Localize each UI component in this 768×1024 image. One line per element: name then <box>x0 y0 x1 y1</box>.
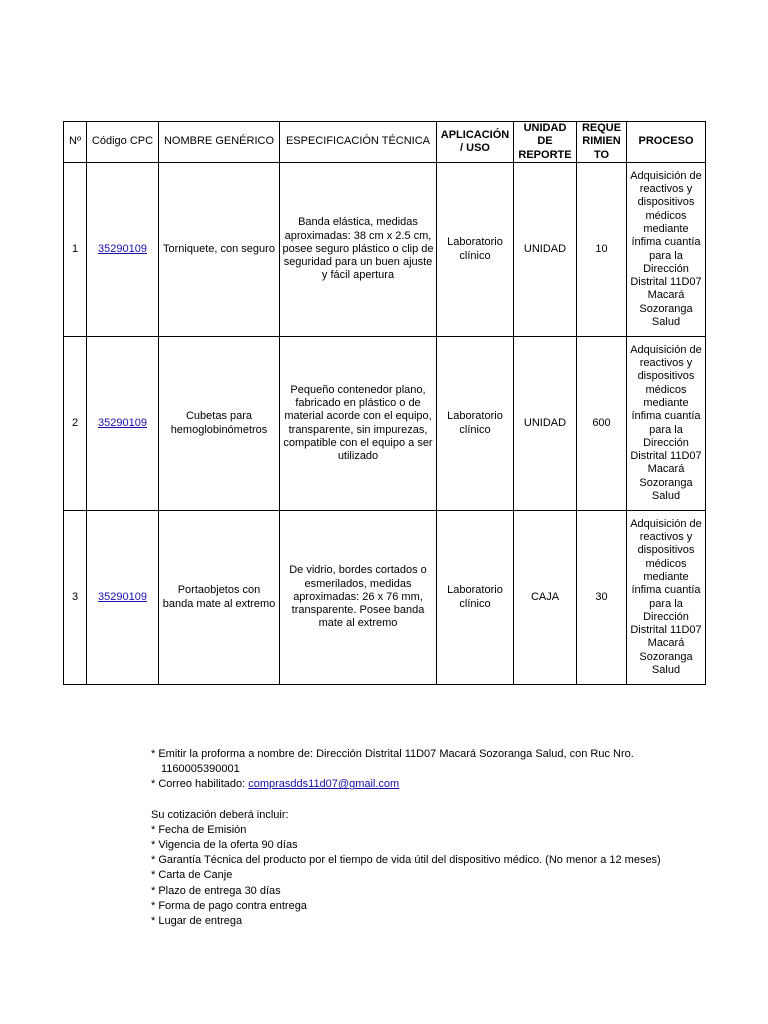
cell-num: 2 <box>64 337 87 511</box>
table-row <box>64 511 706 685</box>
cell-aplic: Laboratorio clínico <box>437 337 514 511</box>
cell-req: 600 <box>577 337 627 511</box>
email-link[interactable]: comprasdds11d07@gmail.com <box>248 778 400 791</box>
header-nombre: NOMBRE GENÉRICO <box>159 122 280 163</box>
quote-intro: Su cotización deberá incluir: <box>151 808 289 821</box>
cell-nombre: Portaobjetos con banda mate al extremo <box>159 511 280 685</box>
cell-aplic: Laboratorio clínico <box>437 511 514 685</box>
table-header-row <box>64 122 706 163</box>
cpc-link[interactable]: 35290109 <box>98 242 147 255</box>
table-row <box>64 163 706 337</box>
header-cpc: Código CPC <box>87 122 159 163</box>
header-req: REQUE RIMIEN TO <box>577 122 627 163</box>
cell-cpc <box>87 163 159 337</box>
header-aplic: APLICACIÓN / USO <box>437 122 514 163</box>
cell-proceso: Adquisición de reactivos y dispositivos médicos mediante ínfima cuantía para la Dirección Distrital 11D07 Macará Sozoranga Salud <box>627 337 706 511</box>
list-item: * Carta de Canje <box>151 869 233 882</box>
cell-unidad: CAJA <box>514 511 577 685</box>
products-table <box>63 121 706 685</box>
proforma-line: * Emitir la proforma a nombre de: Dirección Distrital 11D07 Macará Sozoranga Salud, con Ruc Nro. <box>151 748 634 760</box>
list-item: * Vigencia de la oferta 90 días <box>151 839 298 852</box>
cell-cpc <box>87 511 159 685</box>
cpc-link[interactable]: 35290109 <box>98 416 147 429</box>
cell-req: 10 <box>577 163 627 337</box>
list-item: * Lugar de entrega <box>151 915 243 928</box>
list-item: * Fecha de Emisión <box>151 823 247 836</box>
cell-cpc <box>87 337 159 511</box>
cell-nombre: Torniquete, con seguro <box>159 163 280 337</box>
spacer <box>151 793 711 808</box>
email-label: * Correo habilitado: <box>151 778 249 791</box>
header-unidad: UNIDAD DE REPORTE <box>514 122 577 163</box>
cpc-link[interactable]: 35290109 <box>98 590 147 603</box>
cell-espec: Banda elástica, medidas aproximadas: 38 cm x 2.5 cm, posee seguro plástico o clip de seguridad para un buen ajuste y fácil apertura <box>280 163 437 337</box>
cell-espec: Pequeño contenedor plano, fabricado en plástico o de material acorde con el equipo, transparente, sin impurezas, compatible con el equipo a ser utilizado <box>280 337 437 511</box>
cell-unidad: UNIDAD <box>514 163 577 337</box>
cell-req: 30 <box>577 511 627 685</box>
cell-proceso: Adquisición de reactivos y dispositivos médicos mediante ínfima cuantía para la Dirección Distrital 11D07 Macará Sozoranga Salud <box>627 163 706 337</box>
list-item: * Plazo de entrega 30 días <box>151 884 281 897</box>
ruc-number: 1160005390001 <box>161 763 240 776</box>
cell-proceso: Adquisición de reactivos y dispositivos médicos mediante ínfima cuantía para la Dirección Distrital 11D07 Macará Sozoranga Salud <box>627 511 706 685</box>
cell-nombre: Cubetas para hemoglobinómetros <box>159 337 280 511</box>
cell-num: 3 <box>64 511 87 685</box>
cell-aplic: Laboratorio clínico <box>437 163 514 337</box>
header-espec: ESPECIFICACIÓN TÉCNICA <box>280 122 437 163</box>
email-line <box>151 777 711 792</box>
header-num: Nº <box>64 122 87 163</box>
header-proceso: PROCESO <box>627 122 706 163</box>
list-item: * Garantía Técnica del producto por el tiempo de vida útil del dispositivo médico. (No menor a 12 meses) <box>151 854 661 867</box>
table-row <box>64 337 706 511</box>
cell-unidad: UNIDAD <box>514 337 577 511</box>
notes-section <box>151 747 711 929</box>
cell-espec: De vidrio, bordes cortados o esmerilados, medidas aproximadas: 26 x 76 mm, transparente. Posee banda mate al extremo <box>280 511 437 685</box>
list-item: * Forma de pago contra entrega <box>151 899 307 912</box>
cell-num: 1 <box>64 163 87 337</box>
